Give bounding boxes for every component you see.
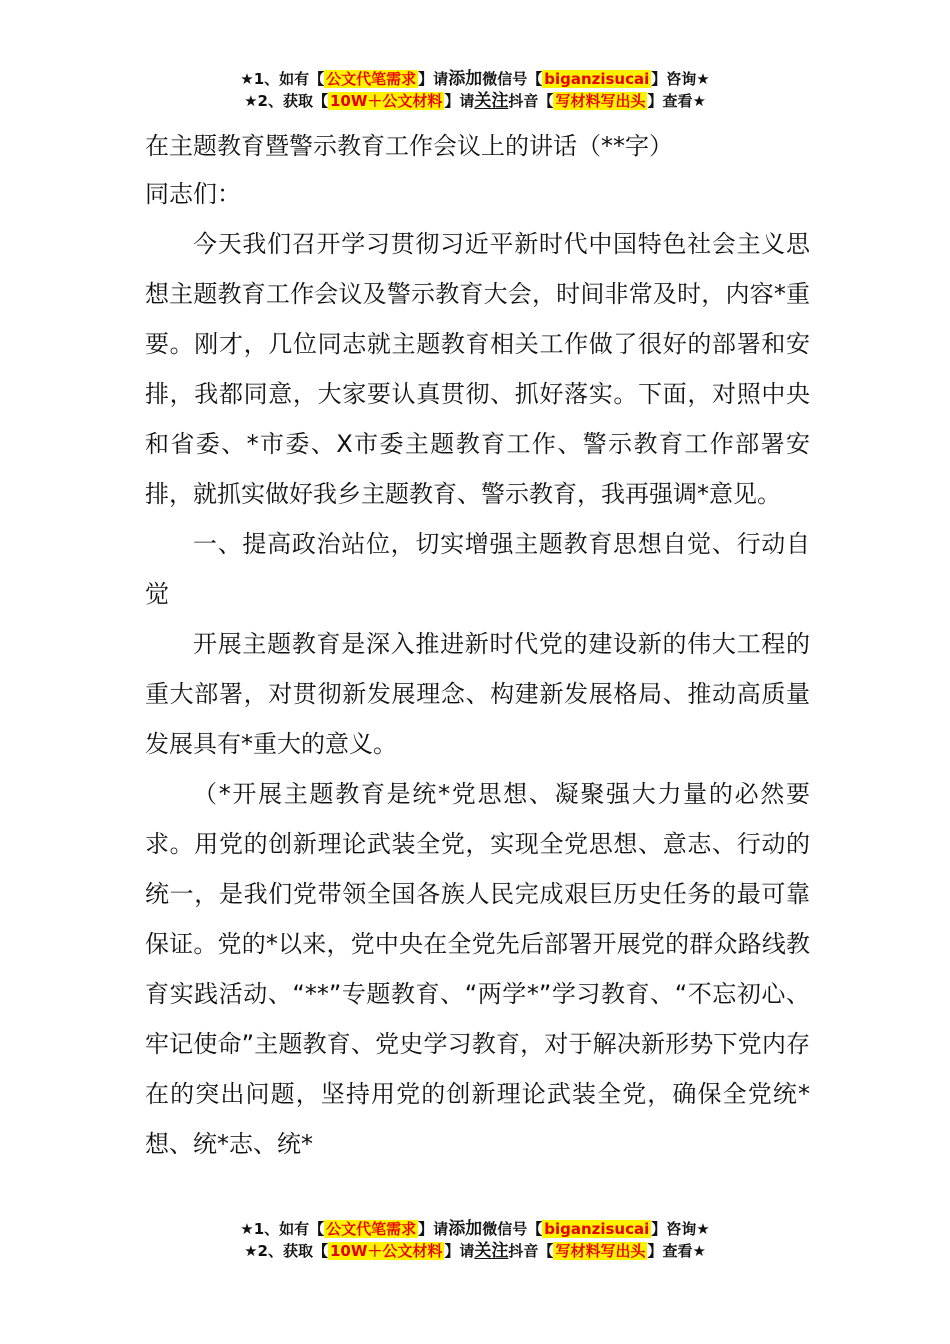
banner-highlight: 写材料写出头	[555, 92, 646, 110]
banner-text: 微信号【	[482, 1220, 543, 1238]
document-body	[145, 123, 810, 1169]
banner-highlight: 公文代笔需求	[326, 70, 417, 88]
banner-highlight: 10W＋公文材料	[329, 92, 443, 110]
banner-emphasis: 关注	[474, 1241, 509, 1261]
banner-text: 】请	[444, 92, 475, 110]
banner-text: 微信号【	[482, 70, 543, 88]
banner-emphasis: 添加	[448, 69, 483, 89]
banner-text: ★2、获取【	[244, 92, 328, 110]
header-banner-line-1	[0, 68, 950, 90]
banner-emphasis: 添加	[448, 1219, 483, 1239]
footer-banner-line-2	[0, 1240, 950, 1262]
banner-text: 】请	[418, 70, 449, 88]
banner-text: ★1、如有【	[240, 1220, 325, 1238]
header-banner-line-2	[0, 90, 950, 112]
banner-text: ★2、获取【	[244, 1242, 328, 1260]
footer-banner-line-1	[0, 1218, 950, 1240]
banner-emphasis: 关注	[474, 91, 509, 111]
banner-highlight: 10W＋公文材料	[329, 1242, 443, 1260]
header-banner	[0, 68, 950, 112]
paragraph-unity: （*开展主题教育是统*党思想、凝聚强大力量的必然要求。用党的创新理论武装全党，实现全党思想、意志、行动的统一，是我们党带领全国各族人民完成艰巨历史任务的最可靠保证。党的*以来，党中央在全党先后部署开展党的群众路线教育实践活动、“**”专题教育、“两学*”学习教育、“不忘初心、牢记使命”主题教育、党史学习教育，对于解决新形势下党内存在的突出问题，坚持用党的创新理论武装全党，确保全党统*想、统*志、统*	[145, 780, 810, 1158]
footer-banner	[0, 1218, 950, 1262]
paragraph-intro: 今天我们召开学习贯彻习近平新时代中国特色社会主义思想主题教育工作会议及警示教育大会，时间非常及时，内容*重要。刚才，几位同志就主题教育相关工作做了很好的部署和安排，我都同意，大家要认真贯彻、抓好落实。下面，对照中央和省委、*市委、X市委主题教育工作、警示教育工作部署安排，就抓实做好我乡主题教育、警示教育，我再强调*意见。	[145, 230, 810, 508]
banner-text: ★1、如有【	[240, 70, 325, 88]
document-title: 在主题教育暨警示教育工作会议上的讲话（**字）	[145, 132, 673, 160]
banner-text: 抖音【	[508, 92, 554, 110]
banner-highlight: 写材料写出头	[555, 1242, 646, 1260]
paragraph-significance: 开展主题教育是深入推进新时代党的建设新的伟大工程的重大部署，对贯彻新发展理念、构建新发展格局、推动高质量发展具有*重大的意义。	[145, 630, 810, 758]
banner-text: 抖音【	[508, 1242, 554, 1260]
banner-text: 】咨询★	[651, 70, 710, 88]
banner-highlight: 公文代笔需求	[326, 1220, 417, 1238]
banner-text: 】查看★	[647, 1242, 706, 1260]
section-heading-1: 一、提高政治站位，切实增强主题教育思想自觉、行动自觉	[145, 530, 810, 608]
banner-highlight: biganzisucai	[544, 70, 650, 88]
banner-text: 】请	[444, 1242, 475, 1260]
banner-highlight: biganzisucai	[544, 1220, 650, 1238]
banner-text: 】咨询★	[651, 1220, 710, 1238]
banner-text: 】请	[418, 1220, 449, 1238]
salutation: 同志们：	[145, 180, 241, 208]
banner-text: 】查看★	[647, 92, 706, 110]
